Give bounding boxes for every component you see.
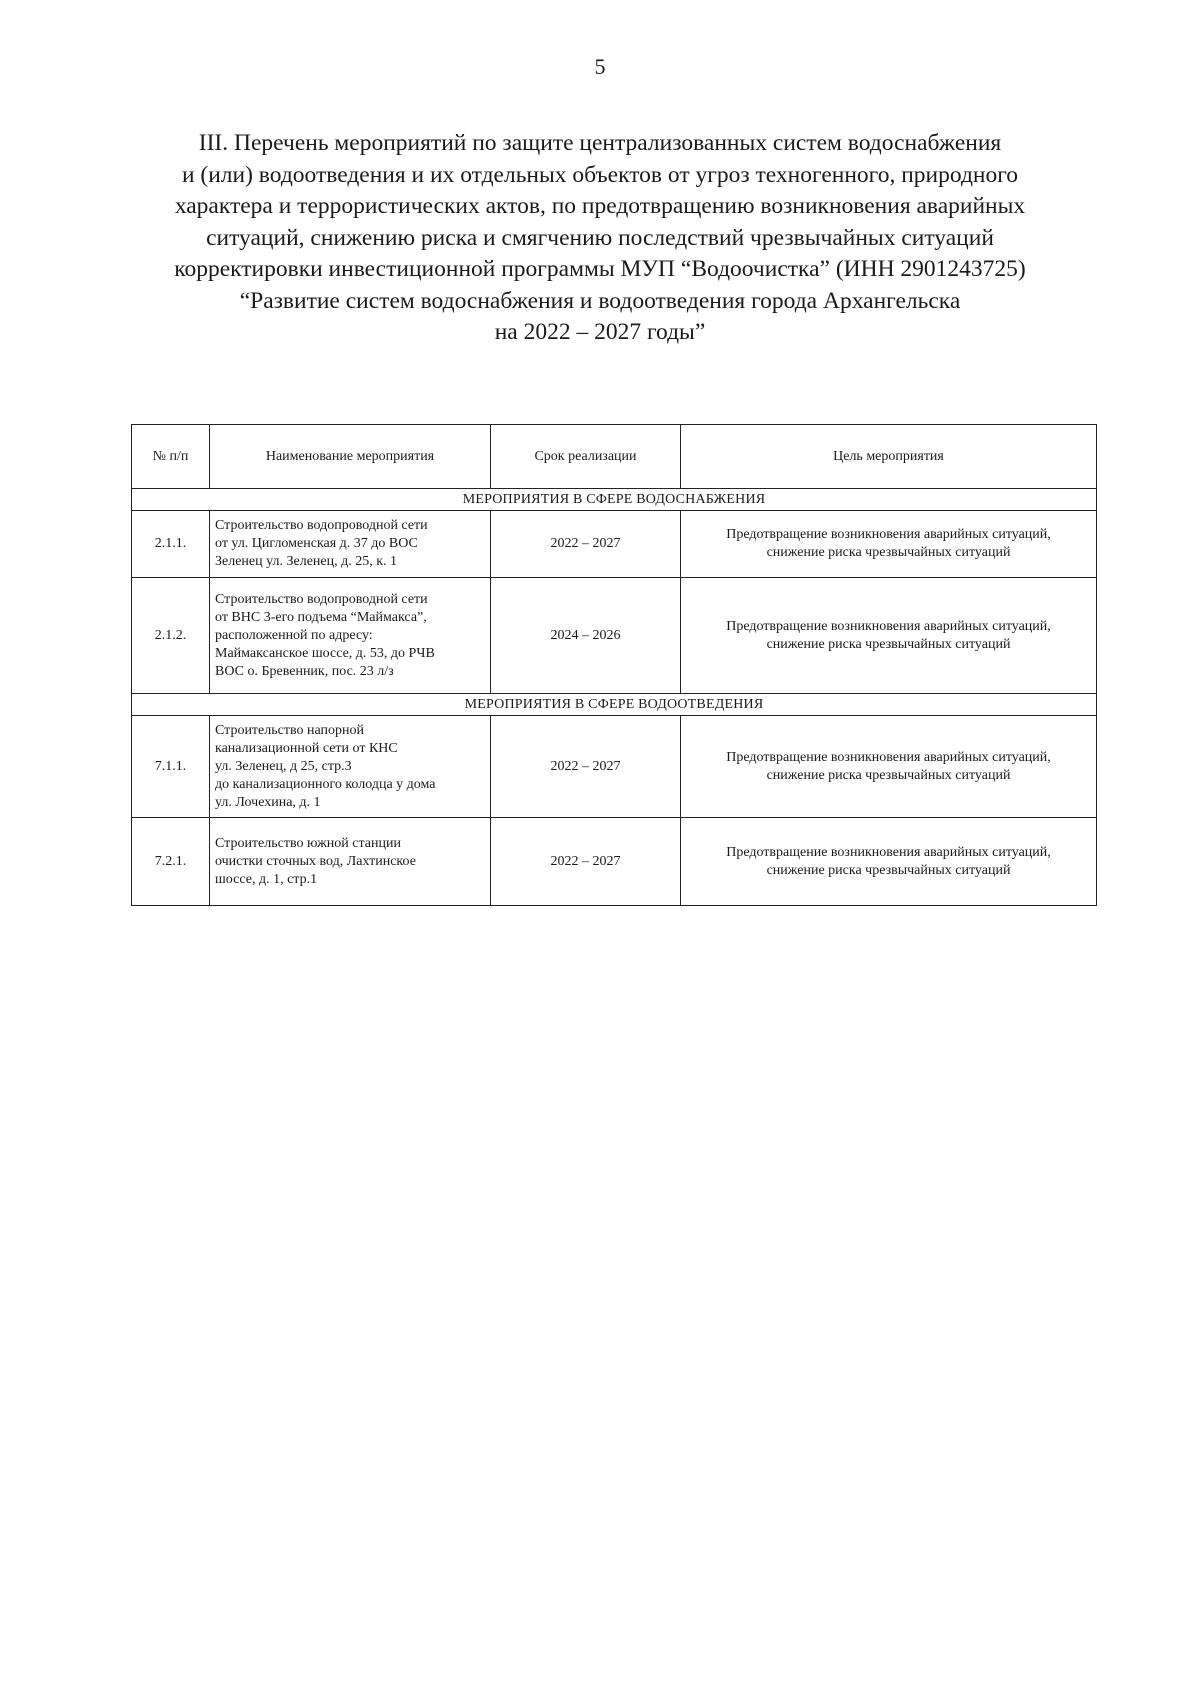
measure-name (210, 716, 491, 818)
heading-line: ситуаций, снижению риска и смягчению последствий чрезвычайных ситуаций (206, 224, 994, 251)
row-number: 7.2.1. (132, 818, 210, 906)
measure-name-line: Строительство водопроводной сети (215, 591, 428, 607)
table-row (132, 818, 1097, 906)
section-row-wastewater (132, 694, 1097, 716)
measure-goal-line: Предотвращение возникновения аварийных ситуаций, (726, 844, 1051, 860)
measure-name-line: канализационной сети от КНС (215, 740, 398, 756)
header-term: Срок реализации (491, 425, 681, 489)
table-row (132, 716, 1097, 818)
measure-name (210, 578, 491, 694)
table-header-row (132, 425, 1097, 489)
measure-name-line: до канализационного колодца у дома (215, 776, 436, 792)
header-goal: Цель мероприятия (681, 425, 1097, 489)
measure-goal (681, 578, 1097, 694)
heading-line: корректировки инвестиционной программы МУП “Водоочистка” (ИНН 2901243725) (174, 256, 1026, 282)
page-number: 5 (594, 54, 606, 79)
measure-name-line: расположенной по адресу: (215, 627, 373, 643)
measure-name-line: от ул. Цигломенская д. 37 до ВОС (215, 536, 418, 551)
measure-name-line: очистки сточных вод, Лахтинское (215, 853, 416, 869)
measure-goal-line: Предотвращение возникновения аварийных ситуаций, (726, 749, 1051, 765)
measure-goal-line: снижение риска чрезвычайных ситуаций (766, 862, 1011, 878)
measure-name (210, 511, 491, 578)
row-number: 7.1.1. (132, 716, 210, 818)
section-title: МЕРОПРИЯТИЯ В СФЕРЕ ВОДООТВЕДЕНИЯ (132, 694, 1097, 716)
measure-name (210, 818, 491, 906)
measure-goal-line: Предотвращение возникновения аварийных ситуаций, (726, 527, 1051, 542)
implementation-term: 2022 – 2027 (491, 818, 681, 906)
row-number: 2.1.2. (132, 578, 210, 694)
header-num: № п/п (132, 425, 210, 489)
measure-name-line: шоссе, д. 1, стр.1 (215, 871, 318, 887)
implementation-term: 2022 – 2027 (491, 511, 681, 578)
section-row-water-supply (132, 489, 1097, 511)
heading-line: характера и террористических актов, по предотвращению возникновения аварийных (174, 193, 1026, 219)
heading-line: III. Перечень мероприятий по защите централизованных систем водоснабжения (198, 130, 1002, 156)
measure-goal-line: Предотвращение возникновения аварийных ситуаций, (726, 618, 1051, 634)
measure-name-line: ул. Зеленец, д 25, стр.3 (215, 758, 352, 774)
implementation-term: 2022 – 2027 (491, 716, 681, 818)
measure-name-line: Строительство водопроводной сети (215, 518, 428, 533)
heading-line: “Развитие систем водоснабжения и водоотведения города Архангельска (239, 287, 961, 314)
measure-name-line: ВОС о. Бревенник, пос. 23 л/з (215, 663, 394, 679)
section-heading (100, 128, 1100, 349)
measure-goal-line: снижение риска чрезвычайных ситуаций (766, 636, 1011, 652)
measure-goal (681, 818, 1097, 906)
measure-name-line: Маймаксанское шоссе, д. 53, до РЧВ (215, 645, 435, 661)
measures-table (131, 424, 1097, 906)
measure-name-line: Строительство напорной (215, 722, 364, 738)
measure-name-line: Зеленец ул. Зеленец, д. 25, к. 1 (215, 554, 398, 569)
measure-goal (681, 716, 1097, 818)
heading-line: на 2022 – 2027 годы” (494, 319, 706, 345)
implementation-term: 2024 – 2026 (491, 578, 681, 694)
measure-name-line: от ВНС 3-его подъема “Маймакса”, (215, 609, 427, 625)
measure-goal-line: снижение риска чрезвычайных ситуаций (766, 767, 1011, 783)
measure-name-line: Строительство южной станции (215, 835, 401, 851)
measure-goal (681, 511, 1097, 578)
row-number: 2.1.1. (132, 511, 210, 578)
table-row (132, 578, 1097, 694)
section-title: МЕРОПРИЯТИЯ В СФЕРЕ ВОДОСНАБЖЕНИЯ (132, 489, 1097, 511)
header-name: Наименование мероприятия (210, 425, 491, 489)
measure-name-line: ул. Лочехина, д. 1 (215, 794, 321, 810)
heading-line: и (или) водоотведения и их отдельных объектов от угроз техногенного, природного (181, 161, 1019, 188)
table-row (132, 511, 1097, 578)
measure-goal-line: снижение риска чрезвычайных ситуаций (766, 545, 1011, 560)
